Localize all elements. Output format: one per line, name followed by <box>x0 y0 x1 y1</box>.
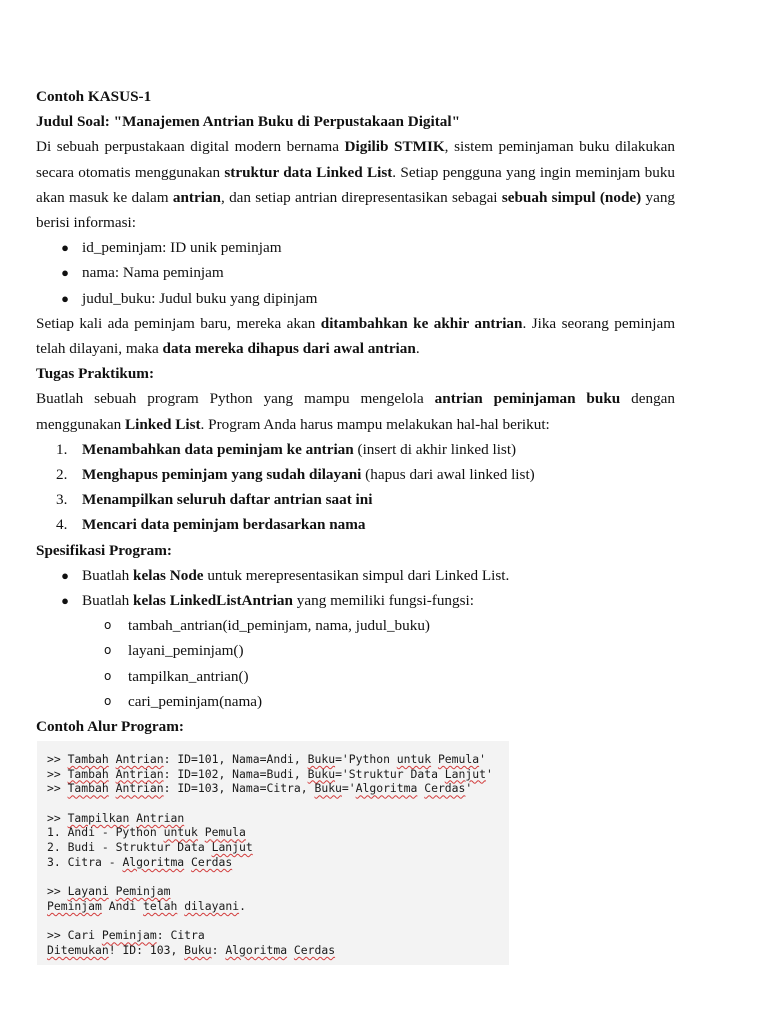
code-spacer <box>47 914 509 929</box>
code-line: Ditemukan! ID: 103, Buku: Algoritma Cerdas <box>47 942 336 957</box>
function-list <box>36 613 675 714</box>
code-line: >> Tambah Antrian: ID=102, Nama=Budi, Buku='Struktur Data Lanjut' <box>47 766 493 781</box>
code-block <box>37 741 509 965</box>
task-item: 4. Mencari data peminjam berdasarkan nama <box>56 516 366 534</box>
function-item: o tampilkan_antrian() <box>36 664 675 689</box>
code-line: >> Tampilkan Antrian <box>47 810 185 825</box>
code-spacer <box>47 870 509 885</box>
circle-bullet-icon: o <box>104 693 112 708</box>
function-item: o layani_peminjam() <box>36 638 675 663</box>
spec-list <box>36 563 675 613</box>
intro-paragraph: Di sebuah perpustakaan digital modern bernama Digilib STMIK, sistem peminjaman buku dilakukan secara otomatis menggunakan struktur data Linked List. Setiap pengguna yang ingin meminjam buku akan masuk ke dalam antrian, dan setiap antrian direpresentasikan sebagai sebuah simpul (node) yang berisi informasi: <box>36 138 676 232</box>
bullet-icon: ● <box>61 290 69 306</box>
process-paragraph: Setiap kali ada peminjam baru, mereka akan ditambahkan ke akhir antrian. Jika seorang peminjam telah dilayani, maka data mereka dihapus dari awal antrian. <box>36 314 676 358</box>
task-item: 3. Menampilkan seluruh daftar antrian saat ini <box>56 491 373 509</box>
code-line: >> Layani Peminjam <box>47 884 171 899</box>
code-line: 2. Budi - Struktur Data Lanjut <box>47 840 253 855</box>
code-line: >> Tambah Antrian: ID=101, Nama=Andi, Buku='Python untuk Pemula' <box>47 752 486 766</box>
circle-bullet-icon: o <box>104 618 112 633</box>
spec-heading: Spesifikasi Program: <box>36 541 172 559</box>
code-line: >> Cari Peminjam: Citra <box>47 928 205 943</box>
circle-bullet-icon: o <box>104 668 112 683</box>
list-item: ● Buatlah kelas LinkedListAntrian yang memiliki fungsi-fungsi: <box>36 588 675 613</box>
tugas-paragraph: Buatlah sebuah program Python yang mampu mengelola antrian peminjaman buku dengan menggunakan Linked List. Program Anda harus mampu melakukan hal-hal berikut: <box>36 390 676 433</box>
list-item: ● judul_buku: Judul buku yang dipinjam <box>36 286 675 311</box>
tugas-heading: Tugas Praktikum: <box>36 365 155 383</box>
alur-heading: Contoh Alur Program: <box>36 718 184 736</box>
function-item: o tambah_antrian(id_peminjam, nama, judul_buku) <box>36 613 675 638</box>
function-item: o cari_peminjam(nama) <box>36 689 675 714</box>
list-item: ● id_peminjam: ID unik peminjam <box>36 235 675 260</box>
bullet-icon: ● <box>61 567 69 583</box>
code-line: 3. Citra - Algoritma Cerdas <box>47 854 233 869</box>
case-heading: Contoh KASUS-1 <box>36 88 152 105</box>
bullet-icon: ● <box>61 240 69 256</box>
task-list <box>36 437 675 538</box>
list-item: ● nama: Nama peminjam <box>36 260 675 285</box>
circle-bullet-icon: o <box>104 643 112 658</box>
field-list <box>36 235 675 311</box>
bullet-icon: ● <box>61 265 69 281</box>
task-item: 1. Menambahkan data peminjam ke antrian (insert di akhir linked list) <box>56 440 517 458</box>
code-spacer <box>47 796 509 811</box>
bullet-icon: ● <box>61 593 69 609</box>
task-item: 2. Menghapus peminjam yang sudah dilayani (hapus dari awal linked list) <box>56 466 535 484</box>
case-title: Judul Soal: "Manajemen Antrian Buku di Perpustakaan Digital" <box>36 113 461 131</box>
code-line: Peminjam Andi telah dilayani. <box>47 898 246 913</box>
code-line: 1. Andi - Python untuk Pemula <box>47 825 246 840</box>
list-item: ● Buatlah kelas Node untuk merepresentasikan simpul dari Linked List. <box>36 563 675 588</box>
document-body <box>36 84 675 739</box>
code-line: >> Tambah Antrian: ID=103, Nama=Citra, Buku='Algoritma Cerdas' <box>47 781 473 796</box>
